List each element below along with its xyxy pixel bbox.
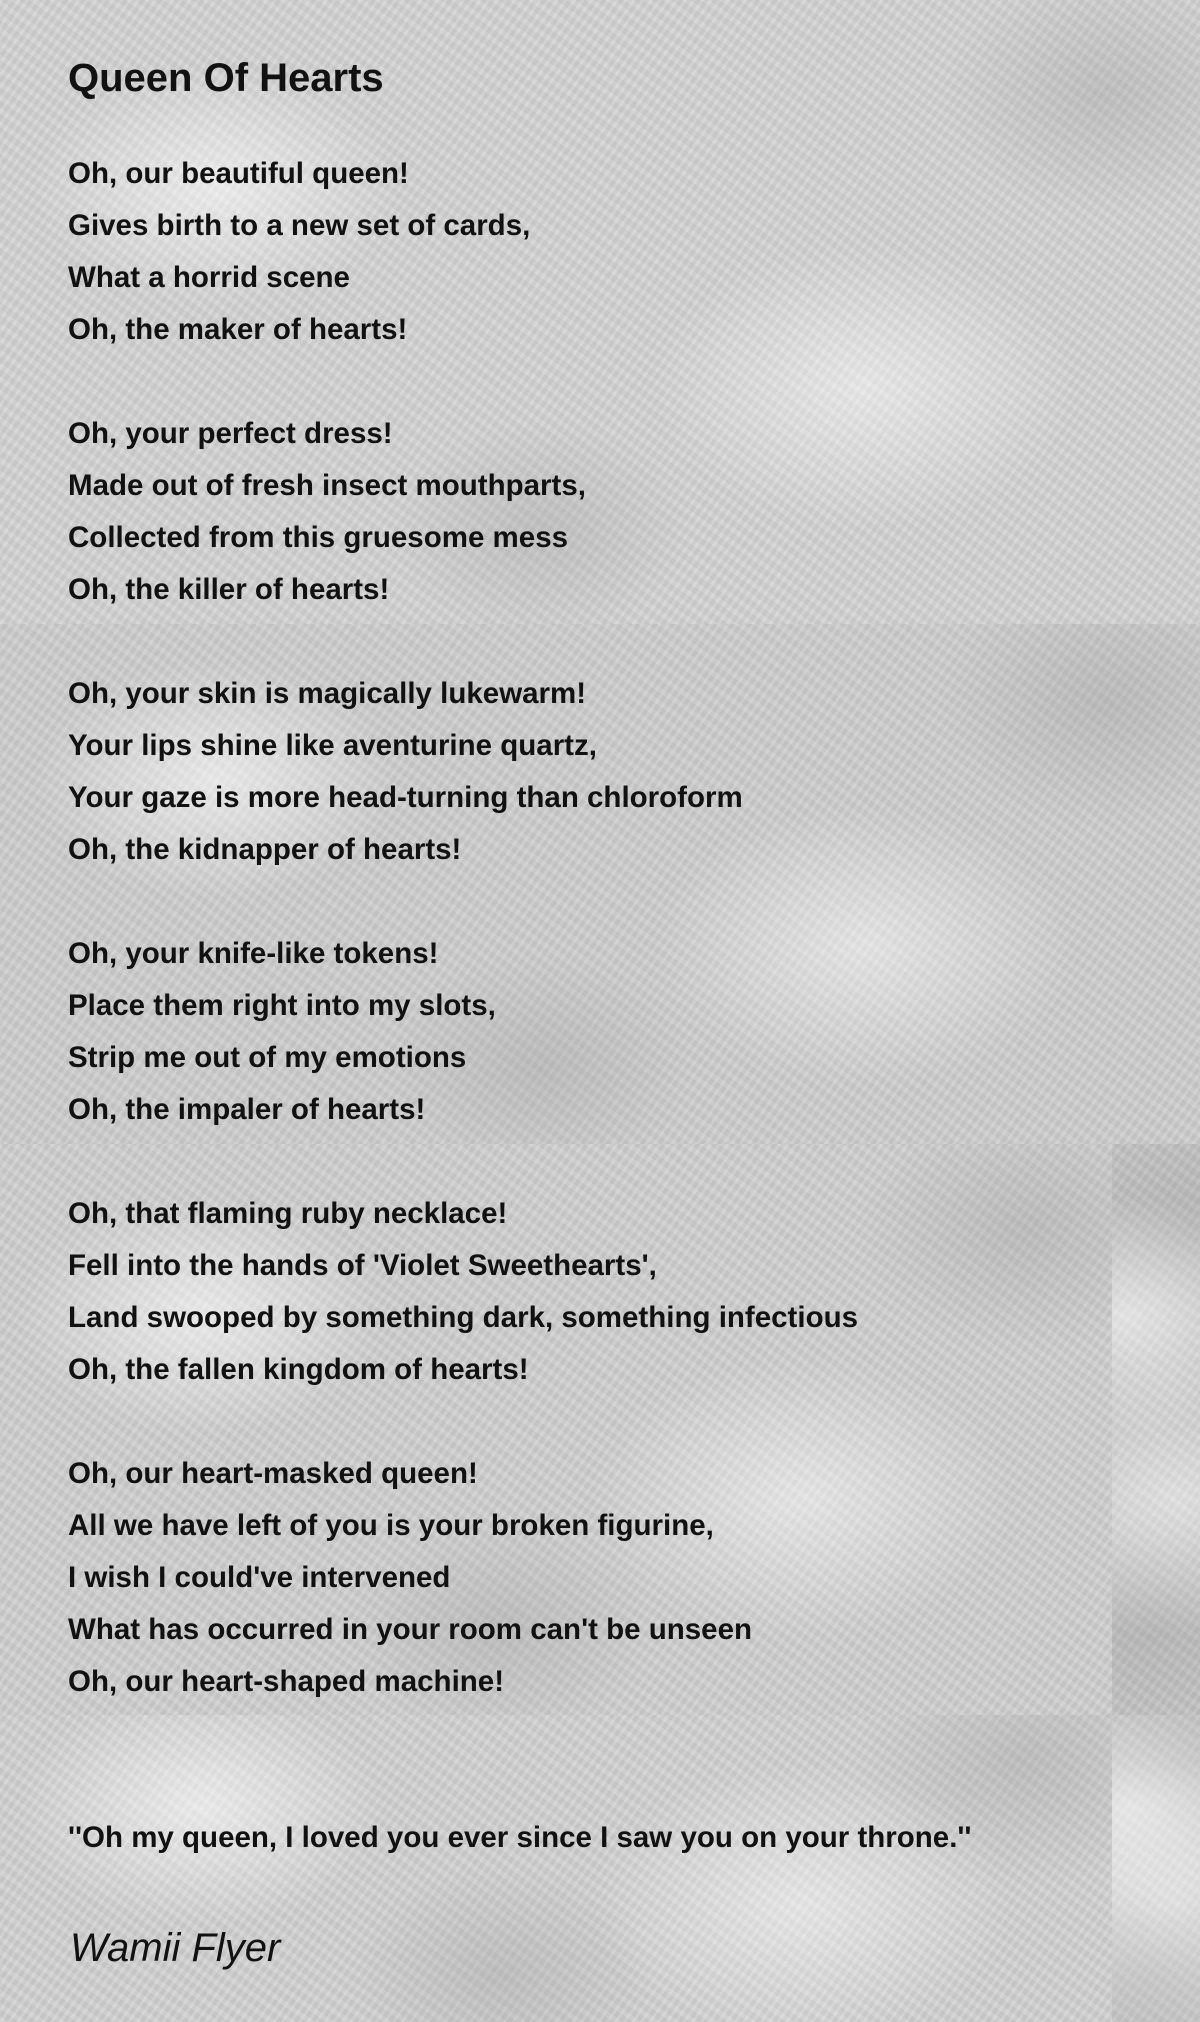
- poem-body: [68, 148, 858, 1708]
- poem-line: Collected from this gruesome mess: [68, 521, 569, 554]
- poem-line: Gives birth to a new set of cards,: [68, 209, 531, 242]
- stanza-6: [68, 1448, 858, 1708]
- poem-line: Oh, the killer of hearts!: [68, 573, 390, 606]
- poem-line: Oh, your perfect dress!: [68, 417, 393, 450]
- background-panel-3-edge: [1112, 1144, 1200, 1715]
- poem-line: Strip me out of my emotions: [68, 1041, 467, 1074]
- poem-line: Oh, that flaming ruby necklace!: [68, 1197, 508, 1230]
- poem-line: Oh, our heart-shaped machine!: [68, 1665, 505, 1698]
- poem-line: Made out of fresh insect mouthparts,: [68, 469, 586, 502]
- poem-line: What has occurred in your room can't be unseen: [68, 1613, 753, 1646]
- poem-line: Land swooped by something dark, something infectious: [68, 1301, 859, 1334]
- stanza-break: [68, 1136, 858, 1188]
- poem-line: Oh, the fallen kingdom of hearts!: [68, 1353, 529, 1386]
- poem-line: All we have left of you is your broken figurine,: [68, 1509, 714, 1542]
- stanza-break: [68, 876, 858, 928]
- poem-line: Place them right into my slots,: [68, 989, 496, 1022]
- stanza-3: [68, 668, 858, 876]
- poem-line: Your lips shine like aventurine quartz,: [68, 729, 597, 762]
- poem-line: Fell into the hands of 'Violet Sweethearts',: [68, 1249, 657, 1282]
- poem-line: Oh, your knife-like tokens!: [68, 937, 439, 970]
- poem-line: What a horrid scene: [68, 261, 350, 294]
- stanza-break: [68, 356, 858, 408]
- background-panel-4: [0, 1715, 1112, 2022]
- poem-line: Oh, the maker of hearts!: [68, 313, 408, 346]
- poem-line: Oh, our heart-masked queen!: [68, 1457, 478, 1490]
- stanza-break: [68, 1396, 858, 1448]
- author-name: Wamii Flyer: [70, 1926, 281, 1970]
- stanza-break: [68, 616, 858, 668]
- background-panel-4-edge: [1112, 1715, 1200, 2022]
- stanza-1: [68, 148, 858, 356]
- stanza-2: [68, 408, 858, 616]
- poem-title: Queen Of Hearts: [68, 56, 384, 100]
- poem-line: Oh, the kidnapper of hearts!: [68, 833, 462, 866]
- stanza-4: [68, 928, 858, 1136]
- poem-line: Oh, your skin is magically lukewarm!: [68, 677, 587, 710]
- poem-line: Oh, our beautiful queen!: [68, 157, 409, 190]
- poem-line: I wish I could've intervened: [68, 1561, 451, 1594]
- closing-quote: ''Oh my queen, I loved you ever since I saw you on your throne.'': [68, 1821, 972, 1854]
- poem-line: Oh, the impaler of hearts!: [68, 1093, 426, 1126]
- poem-line: Your gaze is more head-turning than chloroform: [68, 781, 743, 814]
- stanza-5: [68, 1188, 858, 1396]
